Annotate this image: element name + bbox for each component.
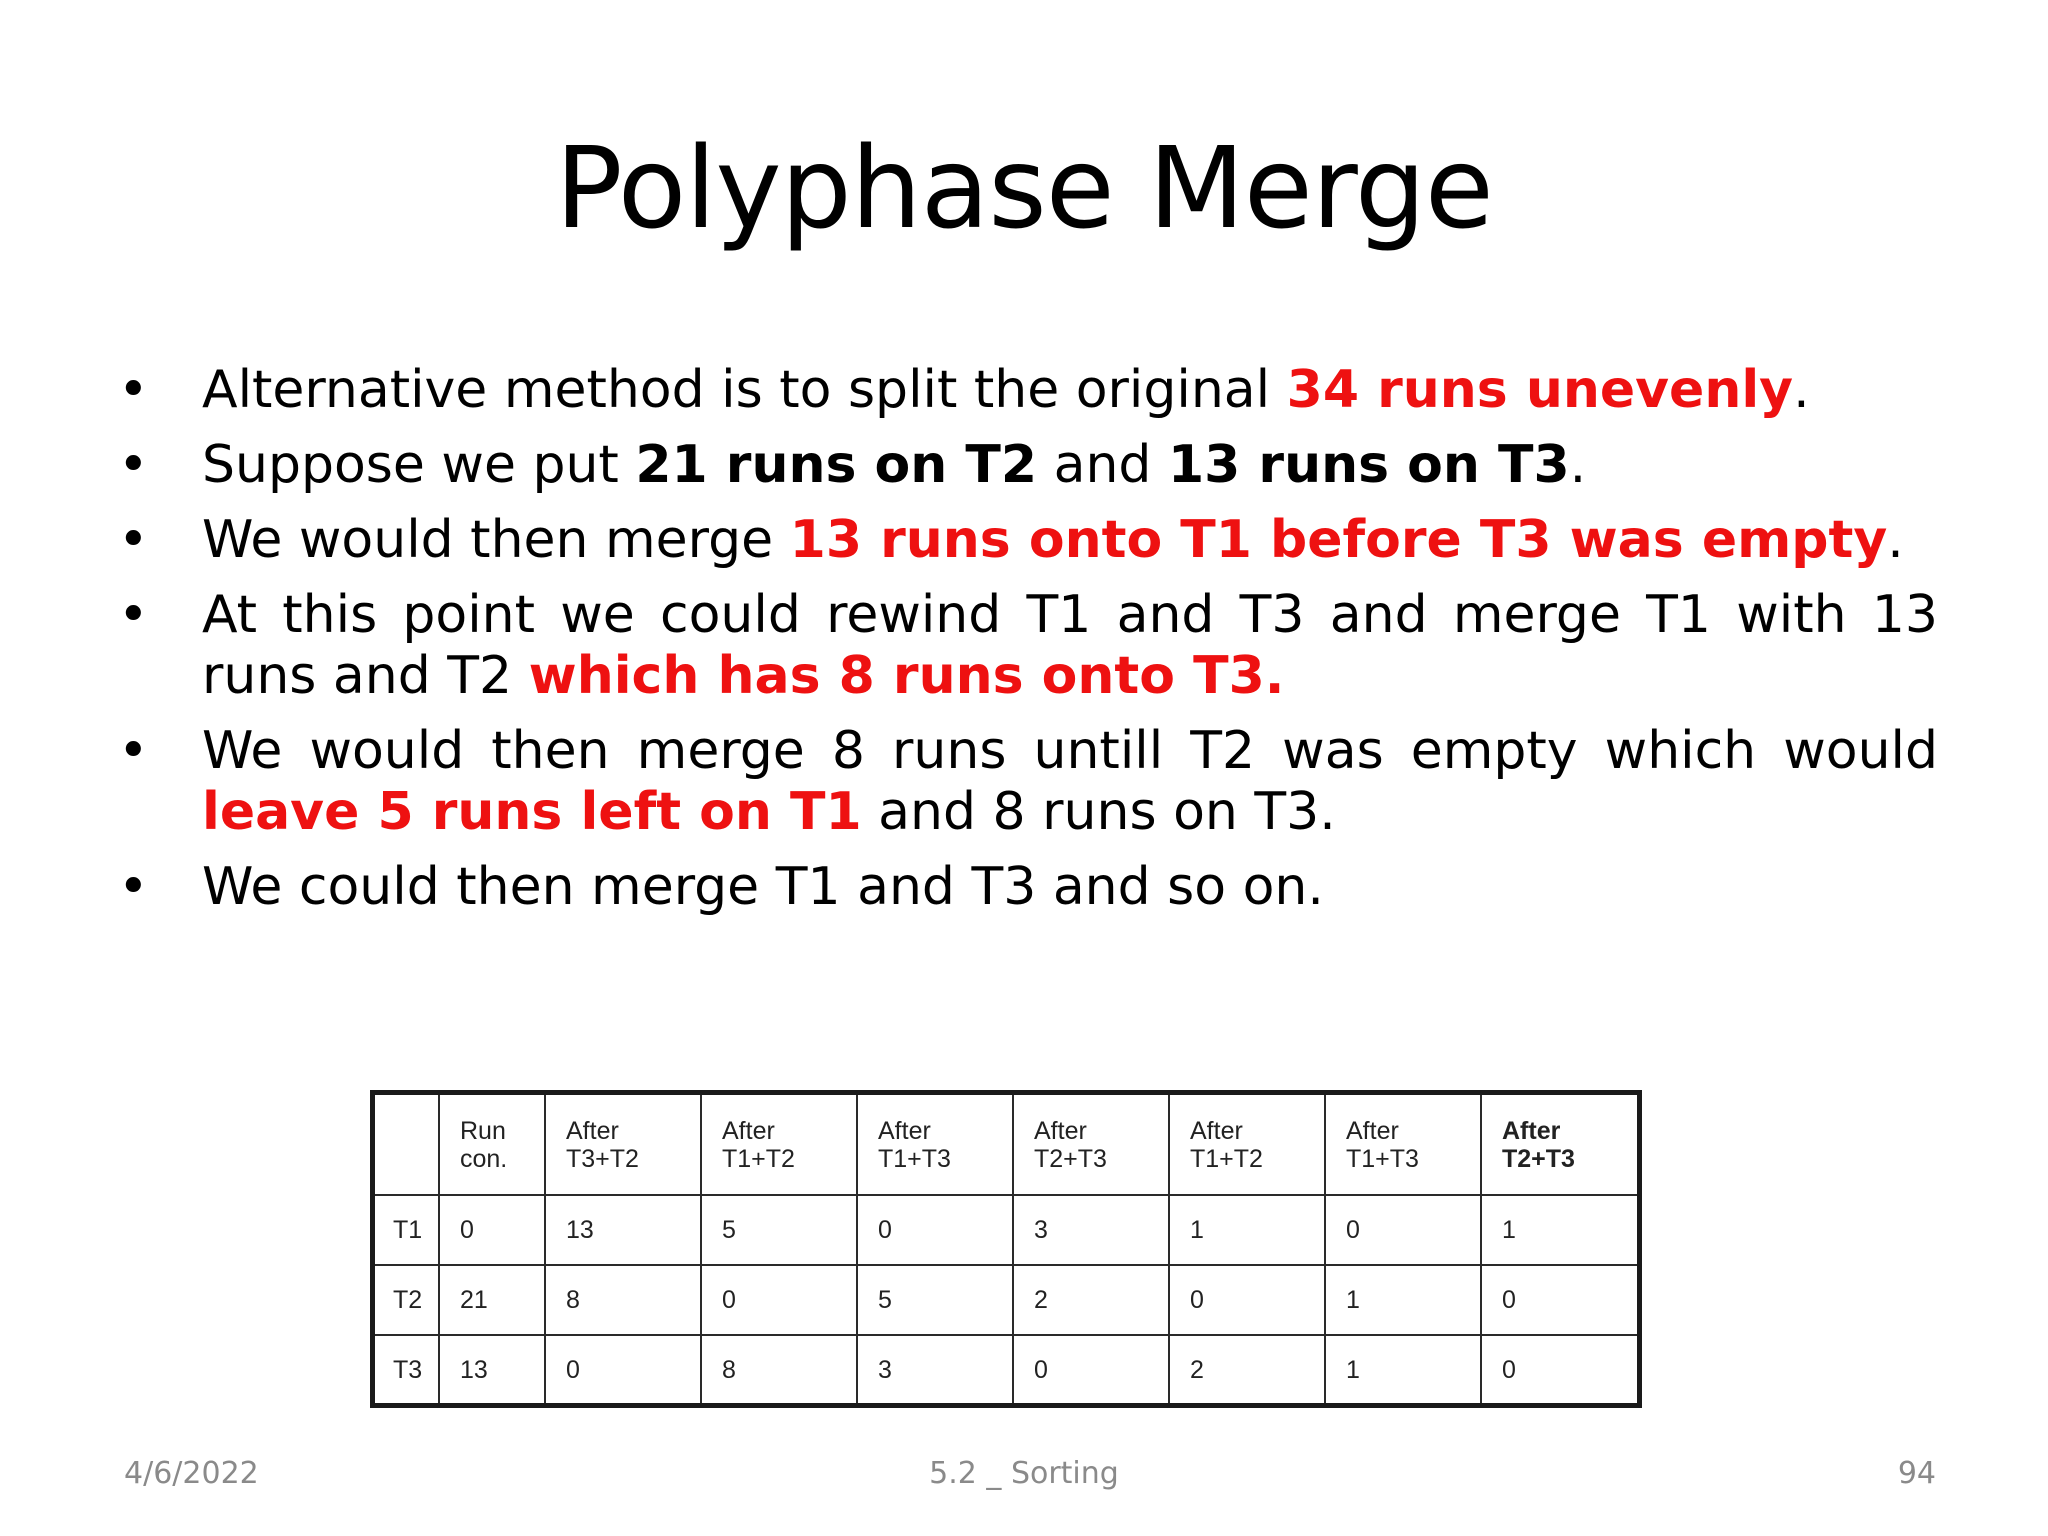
table-cell: 13 — [545, 1195, 701, 1265]
footer-topic: 5.2 _ Sorting — [929, 1456, 1119, 1491]
table-cell: 2 — [1169, 1335, 1325, 1403]
bullet-item — [118, 360, 1938, 421]
bullet-text: We could then merge T1 and T3 and so on. — [202, 857, 1324, 917]
header-line: T1+T2 — [722, 1144, 795, 1173]
emphasis-red-text: leave 5 runs left on T1 — [202, 782, 862, 842]
table-cell: 0 — [1169, 1265, 1325, 1335]
header-line: T3+T2 — [566, 1144, 639, 1173]
bullet-text: Suppose we put — [202, 435, 636, 495]
header-line: T1+T3 — [1346, 1144, 1419, 1173]
table-cell: 0 — [1481, 1335, 1637, 1403]
table-cell: 0 — [1325, 1195, 1481, 1265]
header-line: After — [1034, 1116, 1087, 1145]
table-header-cell — [1169, 1095, 1325, 1195]
table-cell: 5 — [857, 1265, 1013, 1335]
footer-date: 4/6/2022 — [124, 1456, 259, 1491]
table-header-cell — [857, 1095, 1013, 1195]
bullet-dot: • — [118, 435, 149, 495]
bullet-text: At this point we could rewind T1 and T3 and merge T1 with 13 runs and T2 — [202, 585, 1938, 706]
table-cell: 1 — [1481, 1195, 1637, 1265]
table-cell: 13 — [439, 1335, 545, 1403]
table-cell: 5 — [701, 1195, 857, 1265]
bullet-dot: • — [118, 510, 149, 570]
table-cell: 21 — [439, 1265, 545, 1335]
table-cell: 3 — [857, 1335, 1013, 1403]
table-cell: 1 — [1325, 1265, 1481, 1335]
emphasis-red-text: 34 runs unevenly — [1286, 360, 1794, 420]
table-cell: 0 — [1481, 1265, 1637, 1335]
bullet-text: . — [1793, 360, 1810, 420]
table-cell: 1 — [1169, 1195, 1325, 1265]
bullet-item — [118, 435, 1938, 496]
bullet-item — [118, 510, 1938, 571]
header-line: con. — [460, 1144, 508, 1173]
table-cell: 3 — [1013, 1195, 1169, 1265]
bullet-list — [118, 360, 1938, 932]
table-cell: 0 — [439, 1195, 545, 1265]
bullet-item — [118, 721, 1938, 843]
header-line: After — [566, 1116, 619, 1145]
row-label-cell: T2 — [375, 1265, 439, 1335]
bullet-text: Alternative method is to split the original — [202, 360, 1287, 420]
bullet-text: . — [1569, 435, 1587, 495]
table-header-row — [375, 1095, 1637, 1195]
table-cell: 0 — [1013, 1335, 1169, 1403]
bullet-item — [118, 857, 1938, 918]
table-header-cell — [439, 1095, 545, 1195]
table-header-cell — [375, 1095, 439, 1195]
header-line: After — [878, 1116, 931, 1145]
footer-page-number: 94 — [1897, 1456, 1936, 1491]
table-cell: 8 — [545, 1265, 701, 1335]
table-cell: 0 — [545, 1335, 701, 1403]
header-line: Run — [460, 1116, 506, 1145]
header-line: After — [1190, 1116, 1243, 1145]
table-header-cell — [545, 1095, 701, 1195]
table-cell: 0 — [857, 1195, 1013, 1265]
header-line: T2+T3 — [1502, 1144, 1575, 1173]
bullet-dot: • — [118, 721, 149, 781]
table-row — [375, 1265, 1637, 1335]
table-cell: 8 — [701, 1335, 857, 1403]
bullet-dot: • — [118, 857, 149, 917]
table-header-cell — [701, 1095, 857, 1195]
table-header-cell — [1325, 1095, 1481, 1195]
bullet-dot: • — [118, 585, 149, 645]
row-label-cell: T1 — [375, 1195, 439, 1265]
header-line: After — [1346, 1116, 1399, 1145]
bullet-item — [118, 585, 1938, 707]
table-header-cell — [1013, 1095, 1169, 1195]
table-cell: 1 — [1325, 1335, 1481, 1403]
header-line: After — [1502, 1116, 1561, 1145]
slide-title: Polyphase Merge — [555, 124, 1493, 254]
bullet-dot: • — [118, 360, 149, 420]
bullet-text: . — [1887, 510, 1904, 570]
table-cell: 2 — [1013, 1265, 1169, 1335]
emphasis-bold-text: 13 runs on T3 — [1167, 435, 1570, 495]
row-label-cell: T3 — [375, 1335, 439, 1403]
runs-table-frame — [370, 1090, 1642, 1408]
bullet-text: We would then merge 8 runs untill T2 was empty which would — [202, 721, 1938, 781]
bullet-text: We would then merge — [202, 510, 790, 570]
emphasis-red-text: 13 runs onto T1 before T3 was empty — [789, 510, 1888, 570]
bullet-text: and 8 runs on T3. — [861, 782, 1336, 842]
header-line: After — [722, 1116, 775, 1145]
header-line: T1+T2 — [1190, 1144, 1263, 1173]
header-line: T2+T3 — [1034, 1144, 1107, 1173]
emphasis-bold-text: 21 runs on T2 — [635, 435, 1038, 495]
runs-table — [375, 1095, 1637, 1403]
table-cell: 0 — [701, 1265, 857, 1335]
emphasis-red-text: which has 8 runs onto T3. — [528, 646, 1285, 706]
table-header-cell — [1481, 1095, 1637, 1195]
table-row — [375, 1335, 1637, 1403]
header-line: T1+T3 — [878, 1144, 951, 1173]
table-row — [375, 1195, 1637, 1265]
bullet-text: and — [1037, 435, 1168, 495]
